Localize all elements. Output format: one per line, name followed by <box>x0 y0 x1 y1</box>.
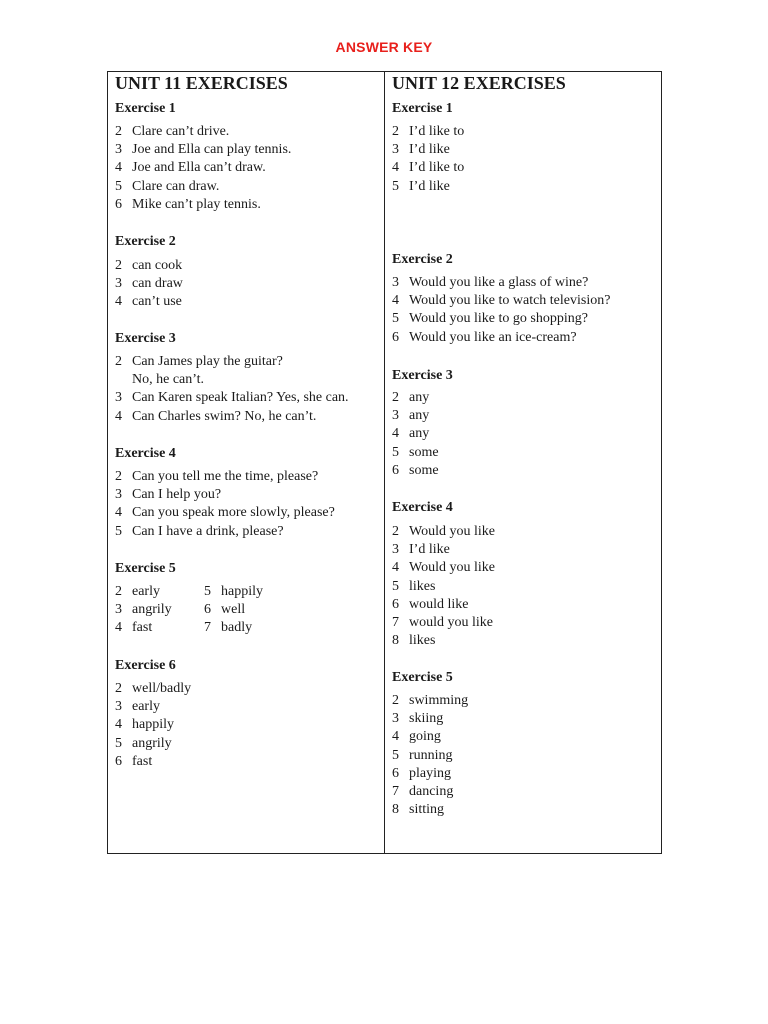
unit-12-heading: UNIT 12 EXERCISES <box>392 73 566 93</box>
u11-exercise-1-heading: Exercise 1 <box>115 101 176 116</box>
answer-number: 4 <box>115 717 122 733</box>
answer-item <box>115 698 191 716</box>
answer-text: some <box>409 444 439 460</box>
answer-text: Joe and Ella can play tennis. <box>132 142 292 158</box>
answer-text: Mike can’t play tennis. <box>132 196 261 212</box>
answer-text: Would you like to watch television? <box>409 293 611 309</box>
u11-exercise-4-list <box>115 468 335 541</box>
unit-12-column <box>385 72 661 853</box>
answer-item <box>115 680 191 698</box>
answer-item <box>392 123 464 141</box>
answer-text: going <box>409 729 441 745</box>
answer-text: dancing <box>409 783 454 799</box>
u11-exercise-3-list <box>115 353 349 426</box>
answer-item <box>115 159 291 177</box>
answer-number: 8 <box>392 633 399 649</box>
answer-text: early <box>132 584 160 599</box>
answer-text: would like <box>409 596 469 612</box>
answer-item <box>115 293 183 311</box>
u11-exercise-3-heading: Exercise 3 <box>115 331 176 346</box>
u12-exercise-1-list <box>392 123 464 196</box>
answer-text: likes <box>409 578 436 594</box>
answer-item <box>392 329 610 347</box>
u12-exercise-2-list <box>392 274 610 347</box>
answer-number: 3 <box>392 542 399 558</box>
u12-exercise-3-heading: Exercise 3 <box>392 368 453 383</box>
answer-number: 3 <box>115 487 122 503</box>
answer-text: any <box>409 408 430 424</box>
answer-number: 5 <box>115 523 122 539</box>
answer-number: 4 <box>115 160 122 176</box>
u11-exercise-6-heading: Exercise 6 <box>115 658 176 673</box>
answer-item <box>204 619 263 637</box>
answer-number: 3 <box>115 142 122 158</box>
unit-11-column <box>108 72 385 853</box>
answer-number: 2 <box>392 390 399 405</box>
u12-exercise-1-heading: Exercise 1 <box>392 101 453 116</box>
answer-item <box>392 141 464 159</box>
u12-exercise-2-heading: Exercise 2 <box>392 252 453 267</box>
answer-number: 6 <box>392 329 399 345</box>
answer-item <box>392 159 464 177</box>
answer-text: fast <box>132 753 153 769</box>
answer-item <box>392 462 439 480</box>
answer-number: 2 <box>115 681 122 696</box>
answer-number: 4 <box>392 729 399 745</box>
answer-item <box>115 753 191 771</box>
answer-number: 4 <box>392 560 399 576</box>
answer-item <box>392 310 610 328</box>
answer-number: 2 <box>115 258 122 273</box>
answer-text: likes <box>409 633 436 649</box>
answer-text: angrily <box>132 735 172 751</box>
answer-text: can’t use <box>132 294 182 310</box>
answer-item <box>115 371 349 389</box>
answer-text: Would you like to go shopping? <box>409 311 588 327</box>
answer-text: Joe and Ella can’t draw. <box>132 160 266 176</box>
answer-number: 3 <box>115 699 122 715</box>
answer-item <box>115 275 183 293</box>
answer-item <box>392 596 495 614</box>
answer-item <box>115 196 291 214</box>
answer-item <box>115 583 204 601</box>
answer-item <box>115 178 291 196</box>
answer-text: Clare can draw. <box>132 178 220 194</box>
answer-text: No, he can’t. <box>132 372 205 388</box>
page-title: ANSWER KEY <box>335 39 433 55</box>
answer-text: I’d like to <box>409 160 465 176</box>
answer-number: 4 <box>115 408 122 424</box>
answer-item <box>392 523 495 541</box>
answer-number: 5 <box>115 178 122 194</box>
answer-number: 6 <box>392 462 399 478</box>
answer-text: swimming <box>409 693 469 708</box>
answer-number: 3 <box>392 275 399 290</box>
answer-text: happily <box>132 717 174 733</box>
answer-number: 2 <box>115 354 122 369</box>
answer-item <box>115 601 204 619</box>
answer-text: angrily <box>132 602 172 618</box>
answer-item <box>392 801 468 819</box>
answer-number: 7 <box>392 614 399 630</box>
answer-item <box>392 407 439 425</box>
answer-item <box>115 389 349 407</box>
answer-item <box>115 468 335 486</box>
answer-number: 4 <box>115 620 122 636</box>
u11-exercise-5-col-1 <box>115 583 204 638</box>
answer-number: 2 <box>392 693 399 708</box>
answer-number: 4 <box>392 293 399 309</box>
answer-table <box>107 71 662 854</box>
answer-text: fast <box>132 620 153 636</box>
u12-exercise-3-list <box>392 389 439 480</box>
answer-number: 5 <box>392 178 399 194</box>
answer-text: well <box>221 602 246 618</box>
answer-item <box>392 710 468 728</box>
u11-exercise-4-heading: Exercise 4 <box>115 446 176 461</box>
answer-text: Can you speak more slowly, please? <box>132 505 335 521</box>
u11-exercise-5-col-2 <box>204 583 263 638</box>
answer-text: Would you like an ice-cream? <box>409 329 577 345</box>
answer-number: 3 <box>115 390 122 406</box>
answer-item <box>115 523 335 541</box>
answer-number: 6 <box>115 753 122 769</box>
answer-number: 3 <box>392 711 399 727</box>
answer-item <box>392 728 468 746</box>
answer-text: would you like <box>409 614 493 630</box>
u11-exercise-2-heading: Exercise 2 <box>115 234 176 249</box>
answer-text: sitting <box>409 802 445 818</box>
answer-number: 6 <box>115 196 122 212</box>
answer-number: 3 <box>392 142 399 158</box>
answer-text: can cook <box>132 258 183 273</box>
answer-number: 5 <box>392 578 399 594</box>
answer-item <box>392 783 468 801</box>
answer-text: any <box>409 426 430 442</box>
answer-text: Can you tell me the time, please? <box>132 469 319 484</box>
u11-exercise-1-list <box>115 123 291 214</box>
answer-text: Can James play the guitar? <box>132 354 283 369</box>
answer-text: I’d like <box>409 178 450 194</box>
answer-text: I’d like <box>409 542 450 558</box>
answer-item <box>392 765 468 783</box>
answer-text: some <box>409 462 439 478</box>
answer-text: Clare can’t drive. <box>132 124 230 139</box>
answer-text: well/badly <box>132 681 192 696</box>
answer-number: 5 <box>392 747 399 763</box>
answer-item <box>392 614 495 632</box>
answer-item <box>115 486 335 504</box>
answer-number: 2 <box>115 584 122 599</box>
answer-number: 6 <box>204 602 211 618</box>
answer-item <box>115 504 335 522</box>
answer-item <box>392 178 464 196</box>
answer-text: Can I help you? <box>132 487 222 503</box>
answer-item <box>392 692 468 710</box>
answer-item <box>392 274 610 292</box>
answer-number: 6 <box>392 765 399 781</box>
answer-text: skiing <box>409 711 444 727</box>
answer-text: Would you like <box>409 560 495 576</box>
answer-text: can draw <box>132 276 183 292</box>
answer-number: 5 <box>392 311 399 327</box>
answer-item <box>392 292 610 310</box>
answer-text: badly <box>221 620 253 636</box>
answer-item <box>392 578 495 596</box>
answer-number: 5 <box>115 735 122 751</box>
answer-item <box>204 601 263 619</box>
answer-number: 6 <box>392 596 399 612</box>
answer-item <box>392 444 439 462</box>
u12-exercise-5-list <box>392 692 468 819</box>
answer-item <box>392 747 468 765</box>
answer-text: happily <box>221 584 263 599</box>
answer-item <box>115 353 349 371</box>
answer-text: I’d like <box>409 142 450 158</box>
answer-number: 4 <box>115 294 122 310</box>
answer-text: Can I have a drink, please? <box>132 523 284 539</box>
answer-text: early <box>132 699 160 715</box>
u11-exercise-6-list <box>115 680 191 771</box>
answer-text: Would you like <box>409 524 495 539</box>
u11-exercise-5-heading: Exercise 5 <box>115 561 176 576</box>
answer-item <box>115 716 191 734</box>
answer-number: 7 <box>392 783 399 799</box>
answer-item <box>115 619 204 637</box>
answer-number: 2 <box>115 124 122 139</box>
answer-item <box>392 389 439 407</box>
u12-exercise-4-heading: Exercise 4 <box>392 500 453 515</box>
answer-number: 2 <box>392 524 399 539</box>
answer-item <box>392 559 495 577</box>
answer-item <box>115 257 183 275</box>
answer-number: 4 <box>392 160 399 176</box>
answer-number: 4 <box>115 505 122 521</box>
u12-exercise-4-list <box>392 523 495 650</box>
answer-number: 4 <box>392 426 399 442</box>
answer-item <box>392 541 495 559</box>
answer-item <box>115 735 191 753</box>
answer-text: Would you like a glass of wine? <box>409 275 589 290</box>
answer-item <box>115 141 291 159</box>
answer-text: Can Karen speak Italian? Yes, she can. <box>132 390 349 406</box>
u11-exercise-5-grid <box>115 583 263 638</box>
answer-item <box>204 583 263 601</box>
answer-text: playing <box>409 765 451 781</box>
unit-11-heading: UNIT 11 EXERCISES <box>115 73 288 93</box>
answer-number: 7 <box>204 620 211 636</box>
answer-number: 3 <box>392 408 399 424</box>
answer-number: 2 <box>115 469 122 484</box>
answer-text: running <box>409 747 453 763</box>
answer-number: 2 <box>392 124 399 139</box>
answer-text: any <box>409 390 430 405</box>
answer-number: 3 <box>115 276 122 292</box>
answer-item <box>115 123 291 141</box>
answer-number: 5 <box>204 584 211 599</box>
answer-item <box>115 408 349 426</box>
answer-number: 5 <box>392 444 399 460</box>
answer-item <box>392 425 439 443</box>
answer-number: 3 <box>115 602 122 618</box>
u11-exercise-2-list <box>115 257 183 312</box>
answer-text: Can Charles swim? No, he can’t. <box>132 408 317 424</box>
u12-exercise-5-heading: Exercise 5 <box>392 670 453 685</box>
answer-item <box>392 632 495 650</box>
answer-text: I’d like to <box>409 124 465 139</box>
answer-number: 8 <box>392 802 399 818</box>
